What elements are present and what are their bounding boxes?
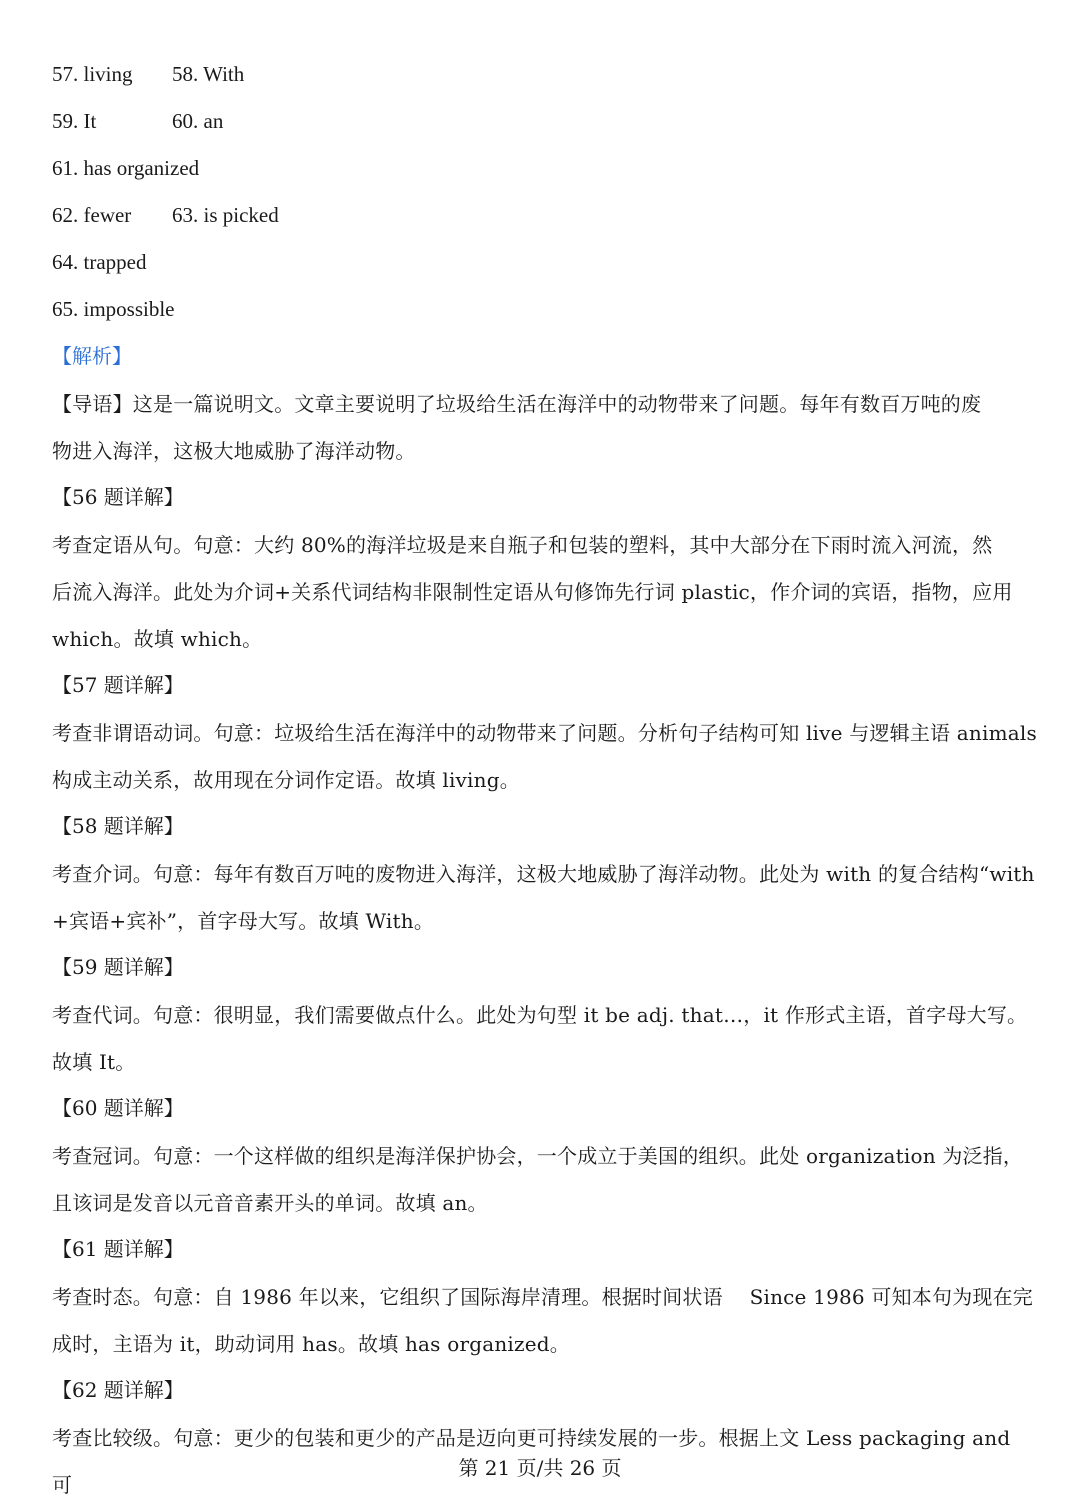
explanation-line: 故填 It。 [52, 1050, 136, 1074]
explanation-line: 考查时态。句意：自 1986 年以来，它组织了国际海岸清理。根据时间状语 Since 1986 可知本句为现在完 [52, 1285, 1033, 1309]
analysis-label: 【解析】 [52, 344, 132, 368]
answer-item: 60. an [172, 109, 224, 133]
explanation-paragraph [52, 710, 1037, 804]
explanation-line: 后流入海洋。此处为介词+关系代词结构非限制性定语从句修饰先行词 plastic，作介词的宾语，指物，应用 [52, 580, 1013, 604]
explanation-paragraph [52, 851, 1037, 945]
answer-row [52, 52, 1037, 99]
explanation-line: 考查比较级。句意：更少的包装和更少的产品是迈向更可持续发展的一步。根据上文 Less packaging and 可 [52, 1426, 1011, 1497]
question-heading: 【61 题详解】 [52, 1237, 184, 1261]
page-number: 第 21 页/共 26 页 [458, 1456, 622, 1480]
answer-item: 65. impossible [52, 297, 175, 321]
answer-item: 61. has organized [52, 156, 200, 180]
answer-item: 63. is picked [172, 203, 279, 227]
answer-row [52, 240, 1037, 287]
answer-item: 57. living [52, 62, 133, 86]
explanation-line: 考查非谓语动词。句意：垃圾给生活在海洋中的动物带来了问题。分析句子结构可知 live 与逻辑主语 animals [52, 721, 1037, 745]
question-heading: 【60 题详解】 [52, 1096, 184, 1120]
explanation-line: 构成主动关系，故用现在分词作定语。故填 living。 [52, 768, 520, 792]
answer-item: 62. fewer [52, 203, 132, 227]
document-body [52, 52, 1037, 1509]
question-heading: 【57 题详解】 [52, 673, 184, 697]
answer-row [52, 193, 1037, 240]
answer-item: 59. It [52, 109, 97, 133]
explanation-line: 且该词是发音以元音音素开头的单词。故填 an。 [52, 1191, 488, 1215]
explanation-paragraph [52, 1133, 1037, 1227]
explanation-line: 【导语】这是一篇说明文。文章主要说明了垃圾给生活在海洋中的动物带来了问题。每年有数百万吨的废 [52, 392, 982, 416]
explanation-paragraph [52, 992, 1037, 1086]
question-heading: 【56 题详解】 [52, 485, 184, 509]
answer-key [52, 52, 1037, 334]
answer-row [52, 99, 1037, 146]
explanation-line: 考查定语从句。句意：大约 80%的海洋垃圾是来自瓶子和包装的塑料，其中大部分在下雨时流入河流，然 [52, 533, 993, 557]
explanation-line: 考查介词。句意：每年有数百万吨的废物进入海洋，这极大地威胁了海洋动物。此处为 with 的复合结构“with [52, 862, 1035, 886]
answer-row [52, 146, 1037, 193]
answer-row [52, 287, 1037, 334]
explanation-line: 考查代词。句意：很明显，我们需要做点什么。此处为句型 it be adj. that…，it 作形式主语，首字母大写。 [52, 1003, 1028, 1027]
question-heading: 【59 题详解】 [52, 955, 184, 979]
explanation-paragraph [52, 1274, 1037, 1368]
analysis-sections [52, 381, 1037, 1509]
explanation-line: 考查冠词。句意：一个这样做的组织是海洋保护协会，一个成立于美国的组织。此处 organization 为泛指， [52, 1144, 1024, 1168]
answer-item: 64. trapped [52, 250, 147, 274]
explanation-line: +宾语+宾补”，首字母大写。故填 With。 [52, 909, 435, 933]
explanation-line: 物进入海洋，这极大地威胁了海洋动物。 [52, 439, 416, 463]
explanation-line: 成时，主语为 it，助动词用 has。故填 has organized。 [52, 1332, 570, 1356]
question-heading: 【58 题详解】 [52, 814, 184, 838]
explanation-line: which。故填 which。 [52, 627, 263, 651]
question-heading: 【62 题详解】 [52, 1378, 184, 1402]
explanation-paragraph [52, 381, 1037, 475]
explanation-paragraph [52, 522, 1037, 663]
answer-item: 58. With [172, 62, 245, 86]
